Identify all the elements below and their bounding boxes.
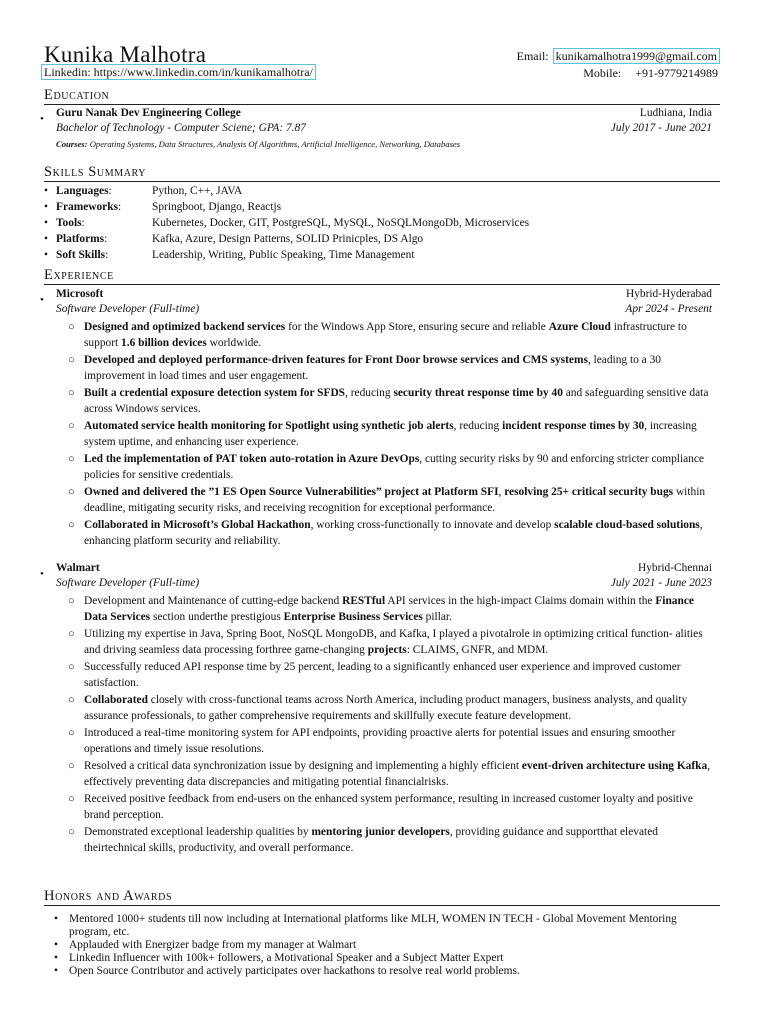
- bullet-text: Development and Maintenance of cutting-edge backend: [84, 595, 343, 607]
- school-name: Guru Nanak Dev Engineering College: [56, 107, 241, 119]
- experience-heading: Experience: [44, 267, 720, 285]
- experience-bullet: [68, 485, 720, 516]
- bullet-icon: •: [54, 939, 58, 951]
- circle-bullet-icon: ○: [68, 661, 75, 673]
- linkedin-link[interactable]: [41, 65, 316, 80]
- job-role: Software Developer (Full-time): [56, 577, 200, 589]
- bullet-text: , enhancing platform security and reliability.: [84, 519, 703, 547]
- skill-label: [56, 249, 108, 261]
- courses-label: Courses:: [56, 139, 88, 149]
- circle-bullet-icon: ○: [68, 486, 75, 498]
- microsoft-bullets: [68, 320, 720, 551]
- bullet-icon: •: [44, 201, 48, 213]
- bullet-bold-text: Collaborated in Microsoft’s Global Hackathon: [84, 519, 311, 531]
- bullet-text: , providing guidance and supportthat elevated theirtechnical skills, productivity, and overall performance.: [84, 826, 658, 854]
- circle-bullet-icon: ○: [68, 727, 75, 739]
- bullet-bold-text: Owned and delivered the ”1 ES Open Source Vulnerabilities” project at Platform SFI: [84, 486, 499, 498]
- degree: Bachelor of Technology - Computer Sciene; GPA: 7.87: [56, 122, 306, 134]
- honor-item: [54, 913, 720, 939]
- circle-bullet-icon: ○: [68, 453, 75, 465]
- bullet-bold-text: Azure Cloud: [548, 321, 611, 333]
- honors-list: [54, 913, 720, 978]
- experience-bullet: [68, 353, 720, 384]
- education-dates: July 2017 - June 2021: [610, 122, 712, 134]
- circle-bullet-icon: ○: [68, 387, 75, 399]
- bullet-icon: •: [54, 965, 58, 977]
- company-name: Microsoft: [56, 288, 104, 300]
- bullet-icon: •: [40, 294, 44, 306]
- skill-row: [44, 185, 724, 201]
- bullet-bold-text: RESTful: [342, 595, 386, 607]
- courses-list: Operating Systems, Data Structures, Analysis Of Algorithms, Artificial Intelligence, Networking, Databases: [89, 139, 461, 149]
- linkedin-url[interactable]: Linkedin: https://www.linkedin.com/in/kunikamalhotra/: [41, 64, 316, 80]
- bullet-bold-text: resolving 25+ critical security bugs: [504, 486, 674, 498]
- skill-row: [44, 201, 724, 217]
- circle-bullet-icon: ○: [68, 595, 75, 607]
- microsoft-entry: [40, 288, 720, 318]
- bullet-text: : CLAIMS, GNFR, and MDM.: [406, 643, 549, 656]
- education-row-1: [56, 107, 712, 122]
- education-entry: [40, 107, 720, 137]
- bullet-icon: •: [44, 217, 48, 229]
- skill-label-sep: :: [105, 249, 109, 261]
- bullet-icon: •: [54, 952, 58, 964]
- bullet-text: ,: [498, 486, 505, 498]
- honor-text: Open Source Contributor and actively participates over hackathons to resolve real world problems.: [69, 965, 520, 977]
- circle-bullet-icon: ○: [68, 420, 75, 432]
- honor-item: [54, 965, 720, 978]
- skill-label-text: Frameworks: [56, 201, 118, 213]
- bullet-bold-text: scalable cloud-based solutions: [554, 519, 700, 531]
- school-location: Ludhiana, India: [639, 107, 712, 119]
- skill-label-sep: :: [81, 217, 85, 229]
- walmart-bullets: [68, 594, 720, 858]
- bullet-text: , working cross-functionally to innovate and develop: [310, 519, 555, 531]
- education-heading: Education: [44, 87, 720, 105]
- bullet-bold-text: mentoring junior developers: [311, 826, 450, 838]
- mobile-number: +91-9779214989: [635, 66, 718, 80]
- circle-bullet-icon: ○: [68, 694, 75, 706]
- bullet-icon: •: [44, 249, 48, 261]
- bullet-text: , leading to a 30 improvement in load times and user engagement.: [84, 354, 661, 382]
- bullet-bold-text: Led the implementation of PAT token auto-rotation in Azure DevOps: [84, 453, 420, 465]
- job-role: Software Developer (Full-time): [56, 303, 200, 315]
- bullet-text: for the Windows App Store, ensuring secure and reliable: [285, 321, 549, 333]
- microsoft-row-2: [56, 303, 712, 318]
- bullet-text: section underthe prestigious: [150, 610, 284, 623]
- bullet-text: within deadline, mitigating security risks, and receiving recognition for exceptional performance.: [84, 486, 706, 514]
- skill-row: [44, 233, 724, 249]
- bullet-text: , reducing: [453, 420, 503, 432]
- skill-label-sep: :: [108, 185, 112, 197]
- skill-label: [56, 233, 107, 245]
- courses-line: [56, 139, 460, 149]
- honor-text: Linkedin Influencer with 100k+ followers, a Motivational Speaker and a Subject Matter Expert: [69, 952, 504, 964]
- skills-heading: Skills Summary: [44, 164, 720, 182]
- skill-value: Python, C++, JAVA: [152, 185, 243, 197]
- walmart-entry: [40, 562, 720, 592]
- experience-bullet: [68, 660, 720, 691]
- bullet-bold-text: event-driven architecture using Kafka: [521, 760, 708, 772]
- bullet-bold-text: Collaborated: [84, 694, 148, 706]
- skill-value: Kafka, Azure, Design Patterns, SOLID Prinicples, DS Algo: [152, 233, 424, 245]
- bullet-bold-text: Built a credential exposure detection system for SFDS: [84, 387, 346, 399]
- experience-bullet: [68, 792, 720, 823]
- experience-bullet: [68, 419, 720, 450]
- bullet-text: , cutting security risks by 90 and enforcing stricter compliance policies for sensitive credentials.: [84, 453, 704, 481]
- bullet-icon: •: [54, 913, 58, 925]
- bullet-text: worldwide.: [206, 336, 262, 349]
- bullet-text: pillar.: [422, 610, 452, 623]
- bullet-icon: •: [44, 233, 48, 245]
- bullet-bold-text: Designed and optimized backend services: [84, 321, 286, 333]
- bullet-text: , effectively preventing data discrepancies and mitigating potential financialrisks.: [84, 760, 711, 788]
- skill-label-sep: :: [118, 201, 122, 213]
- experience-bullet: [68, 726, 720, 757]
- skill-value: Kubernetes, Docker, GIT, PostgreSQL, MySQL, NoSQLMongoDb, Microservices: [152, 217, 530, 229]
- bullet-text: and safeguarding sensitive data across Windows services.: [84, 387, 709, 415]
- experience-bullet: [68, 518, 720, 549]
- email-link[interactable]: kunikamalhotra1999@gmail.com: [553, 48, 720, 64]
- company-location: Hybrid-Chennai: [637, 562, 712, 574]
- bullet-bold-text: projects: [367, 643, 407, 656]
- mobile-row: [583, 66, 718, 81]
- honor-item: [54, 952, 720, 965]
- bullet-bold-text: Developed and deployed performance-driven features for Front Door browse services and CMS systems: [84, 354, 588, 366]
- circle-bullet-icon: ○: [68, 793, 75, 805]
- bullet-bold-text: incident response times by 30: [502, 420, 645, 432]
- honor-text: Applauded with Energizer badge from my manager at Walmart: [69, 939, 357, 951]
- bullet-icon: •: [44, 185, 48, 197]
- experience-bullet: [68, 320, 720, 351]
- experience-bullet: [68, 693, 720, 724]
- bullet-bold-text: Enterprise Business Services: [283, 610, 423, 623]
- bullet-text: closely with cross-functional teams across North America, including product managers, business analysts, and quality assurance professionals, to gather comprehensive requirements and skillfully execute feature development.: [84, 694, 688, 722]
- walmart-row-1: [56, 562, 712, 577]
- circle-bullet-icon: ○: [68, 321, 75, 333]
- experience-bullet: [68, 594, 720, 625]
- walmart-row-2: [56, 577, 712, 592]
- email-row: [517, 49, 720, 64]
- bullet-text: , reducing: [345, 387, 394, 399]
- bullet-bold-text: security threat response time by 40: [393, 387, 563, 399]
- experience-bullet: [68, 627, 720, 658]
- experience-bullet: [68, 452, 720, 483]
- job-dates: Apr 2024 - Present: [625, 303, 712, 315]
- circle-bullet-icon: ○: [68, 519, 75, 531]
- email-label: Email:: [516, 49, 549, 63]
- bullet-text: Resolved a critical data synchronization issue by designing and implementing a highly efficient: [84, 760, 522, 772]
- skill-row: [44, 217, 724, 233]
- bullet-text: Introduced a real-time monitoring system for API endpoints, providing proactive alerts for potential issues and ensuring smoother operations and timely issue resolutions.: [84, 727, 676, 755]
- bullet-icon: •: [40, 113, 44, 125]
- bullet-bold-text: Automated service health monitoring for Spotlight using synthetic job alerts: [84, 420, 454, 432]
- bullet-text: infrastructure to support: [84, 321, 687, 349]
- bullet-text: , increasing system uptime, and enhancing user experience.: [84, 420, 697, 448]
- skill-label-text: Soft Skills: [56, 249, 106, 261]
- bullet-text: Received positive feedback from end-users on the enhanced system performance, resulting in increased customer loyalty and positive brand perception.: [84, 793, 693, 821]
- job-dates: July 2021 - June 2023: [610, 577, 712, 589]
- mobile-label: Mobile:: [583, 66, 622, 80]
- skills-list: [44, 185, 724, 265]
- skill-label-text: Languages: [56, 185, 109, 197]
- experience-bullet: [68, 386, 720, 417]
- microsoft-row-1: [56, 288, 712, 303]
- bullet-text: Successfully reduced API response time by 25 percent, leading to a significantly enhanced user experience and improved customer satisfaction.: [84, 661, 681, 689]
- company-location: Hybrid-Hyderabad: [625, 288, 712, 300]
- skill-label: [56, 201, 121, 213]
- bullet-text: Utilizing my expertise in Java, Spring Boot, NoSQL MongoDB, and Kafka, I played a pivotalrole in optimizing critical function- alities and driving seamless data processing forthree game-changing: [84, 628, 703, 656]
- experience-bullet: [68, 825, 720, 856]
- circle-bullet-icon: ○: [68, 628, 75, 640]
- skill-value: Leadership, Writing, Public Speaking, Time Management: [152, 249, 415, 261]
- skill-label-text: Tools: [56, 217, 82, 229]
- bullet-text: Demonstrated exceptional leadership qualities by: [84, 826, 312, 838]
- skill-value: Springboot, Django, Reactjs: [152, 201, 282, 213]
- bullet-bold-text: 1.6 billion devices: [121, 336, 207, 349]
- skill-label-text: Platforms: [56, 233, 105, 245]
- skill-label-sep: :: [104, 233, 108, 245]
- circle-bullet-icon: ○: [68, 826, 75, 838]
- honor-text: Mentored 1000+ students till now including at International platforms like MLH, WOMEN IN TECH - Global Movement Mentoring program, etc.: [69, 913, 677, 938]
- circle-bullet-icon: ○: [68, 760, 75, 772]
- bullet-text: API services in the high-impact Claims domain within the: [385, 595, 656, 607]
- skill-label: [56, 217, 85, 229]
- bullet-icon: •: [40, 568, 44, 580]
- candidate-name: Kunika Malhotra: [44, 42, 207, 67]
- circle-bullet-icon: ○: [68, 354, 75, 366]
- company-name: Walmart: [56, 562, 100, 574]
- bullet-bold-text: Finance Data Services: [84, 595, 694, 623]
- honors-heading: Honors and Awards: [44, 888, 720, 906]
- education-row-2: [56, 122, 712, 137]
- skill-label: [56, 185, 112, 197]
- honor-item: [54, 939, 720, 952]
- experience-bullet: [68, 759, 720, 790]
- skill-row: [44, 249, 724, 265]
